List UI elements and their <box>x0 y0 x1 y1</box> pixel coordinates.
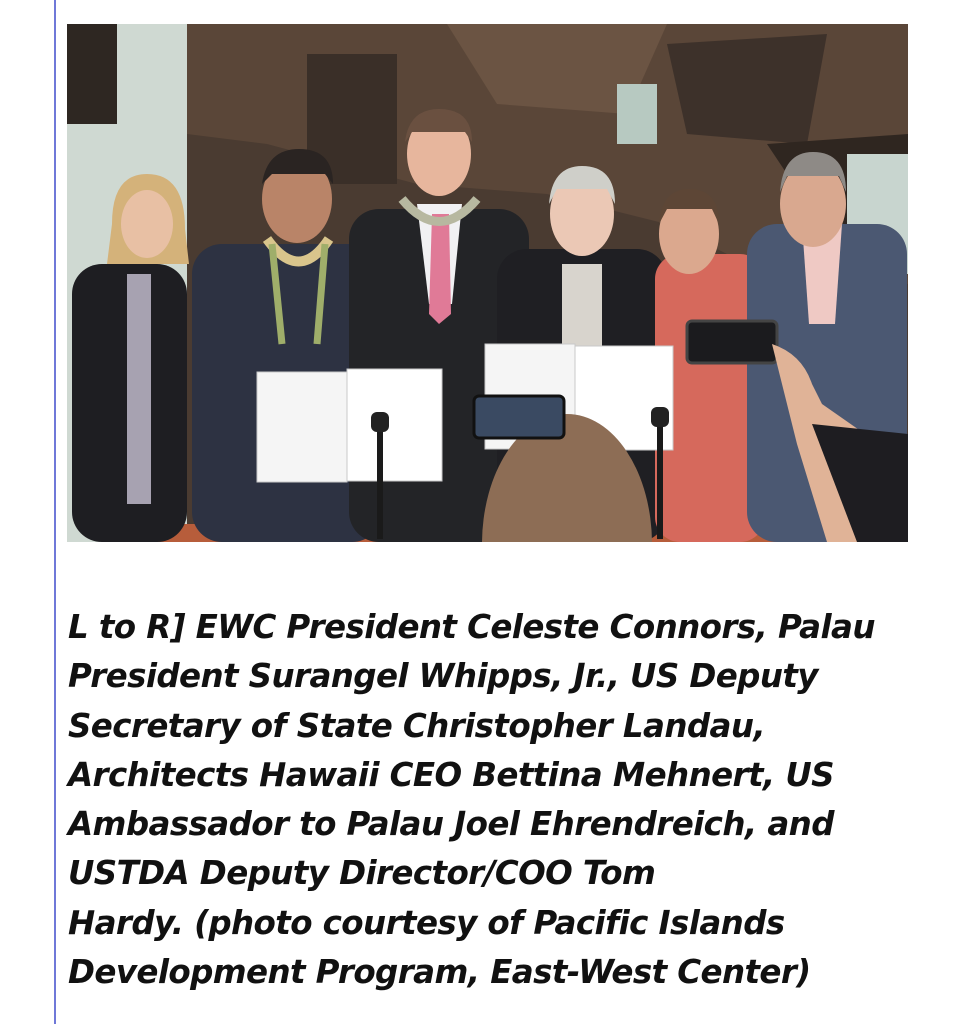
caption-line-7: Hardy. (photo courtesy of Pacific Islands <box>68 903 785 942</box>
caption-line-5: Ambassador to Palau Joel Ehrendreich, and <box>68 805 834 844</box>
article-photo <box>67 24 908 542</box>
caption-line-8: Development Program, East-West Center) <box>68 953 811 992</box>
photo-illustration <box>67 24 908 542</box>
caption-line-6: USTDA Deputy Director/COO Tom <box>68 854 656 893</box>
photo-caption <box>68 603 928 997</box>
caption-line-1: L to R] EWC President Celeste Connors, Palau <box>68 608 875 646</box>
left-border-rule <box>54 0 56 1024</box>
caption-line-3: Secretary of State Christopher Landau, <box>68 706 766 745</box>
caption-line-4: Architects Hawaii CEO Bettina Mehnert, US <box>68 755 834 794</box>
caption-line-2: President Surangel Whipps, Jr., US Deputy <box>68 657 818 696</box>
